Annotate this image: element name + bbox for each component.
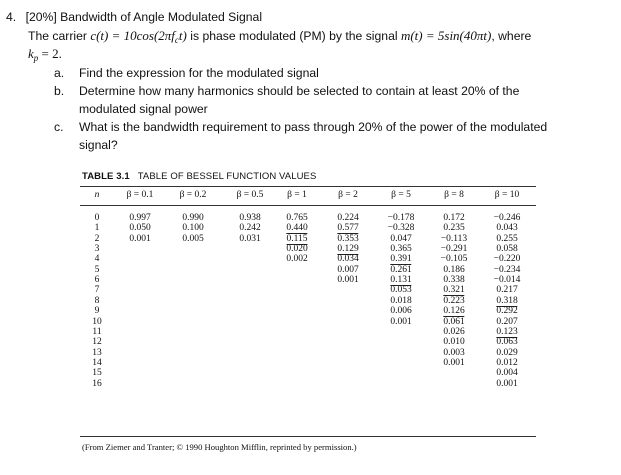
- table-n-value: 6: [94, 275, 100, 286]
- table-cell: 0.123: [496, 326, 518, 337]
- carrier-expression: $c(t) = 10\cos(2\pi f_ct)$: [90, 28, 187, 45]
- table-cell: 0.026: [443, 326, 465, 337]
- question-body-line: [28, 28, 531, 45]
- table-cell: 0.235: [443, 223, 465, 234]
- table-header-beta: β = 10: [494, 190, 520, 200]
- table-cell: 0.440: [286, 223, 308, 234]
- table-title: TABLE OF BESSEL FUNCTION VALUES: [137, 171, 317, 182]
- table-cell: −0.014: [493, 275, 521, 286]
- table-cell: 0.338: [443, 275, 465, 286]
- carrier-prefix: The carrier: [28, 29, 91, 43]
- item-label: b.: [54, 84, 65, 98]
- table-n-value: 9: [94, 306, 100, 317]
- table-cell: 0.207: [496, 316, 518, 327]
- table-cell: 0.997: [129, 213, 151, 223]
- question-title: Bandwidth of Angle Modulated Signal: [60, 10, 263, 24]
- item-label: c.: [54, 120, 64, 134]
- table-cell: 0.006: [390, 306, 412, 317]
- table-footnote: (From Ziemer and Tranter; © 1990 Houghton Mifflin, reprinted by permission.): [82, 442, 357, 452]
- table-cell: 0.034: [337, 254, 359, 265]
- table-cell: 0.050: [129, 223, 151, 234]
- table-cell: 0.061: [443, 316, 465, 327]
- table-cell: 0.001: [337, 275, 359, 286]
- item-label: a.: [54, 66, 65, 80]
- table-cell: 0.131: [390, 275, 412, 286]
- table-header-beta: β = 2: [338, 190, 358, 200]
- table-cell: 0.001: [129, 233, 151, 244]
- table-cell: 0.186: [443, 264, 465, 275]
- table-cell: 0.058: [496, 244, 518, 255]
- table-cell: 0.047: [390, 233, 412, 244]
- table-header-beta: β = 5: [391, 190, 411, 200]
- table-caption: [82, 171, 316, 182]
- table-cell: 0.365: [390, 244, 412, 255]
- item-text: signal?: [79, 138, 118, 152]
- table-cell: 0.100: [182, 223, 204, 234]
- table-header-beta: β = 0.2: [179, 190, 207, 200]
- table-n-value: 8: [94, 295, 100, 306]
- table-cell: 0.001: [443, 357, 465, 368]
- table-cell: 0.217: [496, 285, 518, 296]
- item-text: What is the bandwidth requirement to pass through 20% of the power of the modulated: [79, 120, 548, 134]
- table-cell: 0.001: [390, 316, 412, 327]
- table-n-value: 11: [92, 326, 102, 337]
- table-cell: 0.321: [443, 285, 465, 296]
- table-n-value: 3: [94, 244, 100, 255]
- table-cell: 0.043: [496, 223, 518, 234]
- table-cell: 0.391: [390, 254, 412, 265]
- table-cell: 0.223: [443, 295, 465, 306]
- item-text: Find the expression for the modulated signal: [79, 66, 319, 80]
- table-cell: 0.261: [390, 264, 412, 275]
- table-top-rule: [80, 186, 536, 187]
- table-cell: 0.003: [443, 347, 465, 358]
- table-cell: −0.105: [440, 254, 468, 265]
- table-cell: 0.255: [496, 233, 518, 244]
- signal-expression: m(t) = 5sin(40πt): [400, 28, 492, 43]
- table-n-value: 10: [92, 316, 102, 327]
- table-cell: −0.291: [440, 244, 468, 255]
- table-cell: 0.010: [443, 337, 465, 348]
- kp-symbol: $k_p$: [28, 46, 39, 63]
- table-cell: 0.172: [443, 213, 465, 223]
- table-cell: −0.113: [440, 233, 468, 244]
- table-header-beta: β = 1: [287, 190, 307, 200]
- table-cell: 0.115: [286, 233, 308, 244]
- table-cell: 0.577: [337, 223, 359, 234]
- table-cell: 0.002: [286, 254, 308, 265]
- table-cell: 0.029: [496, 347, 518, 358]
- table-cell: 0.020: [286, 244, 308, 255]
- table-n-value: 7: [94, 285, 100, 296]
- table-cell: −0.234: [493, 264, 521, 275]
- kp-line: [28, 46, 62, 63]
- table-cell: −0.328: [387, 223, 415, 234]
- item-text: modulated signal power: [79, 102, 208, 116]
- table-n-value: 16: [92, 378, 102, 389]
- table-cell: 0.063: [496, 337, 518, 348]
- table-n-value: 4: [94, 254, 100, 265]
- table-cell: 0.765: [286, 213, 308, 223]
- table-n-value: 14: [92, 357, 102, 368]
- table-number: TABLE 3.1: [82, 171, 130, 182]
- table-header-n: n: [94, 190, 100, 200]
- table-n-value: 5: [94, 264, 100, 275]
- table-cell: 0.053: [390, 285, 412, 296]
- table-cell: 0.353: [337, 233, 359, 244]
- table-cell: −0.246: [493, 213, 521, 223]
- item-text: Determine how many harmonics should be selected to contain at least 20% of the: [79, 84, 520, 98]
- table-cell: 0.005: [182, 233, 204, 244]
- table-cell: 0.031: [239, 233, 261, 244]
- table-n-value: 1: [94, 223, 100, 234]
- table-cell: 0.004: [496, 368, 518, 379]
- where-text: , where: [491, 29, 532, 43]
- table-cell: 0.007: [337, 264, 359, 275]
- table-cell: 0.126: [443, 306, 465, 317]
- question-weight: [20%]: [25, 10, 57, 24]
- table-n-value: 0: [94, 213, 100, 223]
- question-number: 4.: [6, 10, 17, 24]
- table-n-value: 12: [92, 337, 102, 348]
- kp-value: = 2.: [38, 46, 62, 61]
- table-header-beta: β = 0.5: [236, 190, 264, 200]
- table-n-value: 13: [92, 347, 102, 358]
- table-cell: 0.318: [496, 295, 518, 306]
- table-cell: 0.990: [182, 213, 204, 223]
- table-n-value: 2: [94, 233, 100, 244]
- question-heading: [6, 10, 262, 24]
- table-header-beta: β = 0.1: [126, 190, 154, 200]
- table-cell: −0.220: [493, 254, 521, 265]
- table-cell: 0.242: [239, 223, 261, 234]
- table-cell: 0.938: [239, 213, 261, 223]
- table-cell: 0.224: [337, 213, 359, 223]
- carrier-mid-text: is phase modulated (PM) by the signal: [186, 29, 401, 43]
- table-cell: 0.129: [337, 244, 359, 255]
- table-header-rule: [80, 205, 536, 206]
- table-cell: 0.018: [390, 295, 412, 306]
- table-n-value: 15: [92, 368, 102, 379]
- table-cell: 0.012: [496, 357, 518, 368]
- table-cell: 0.292: [496, 306, 518, 317]
- table-header-beta: β = 8: [444, 190, 464, 200]
- table-bottom-rule: [80, 436, 536, 437]
- table-cell: 0.001: [496, 378, 518, 389]
- table-cell: −0.178: [387, 213, 415, 223]
